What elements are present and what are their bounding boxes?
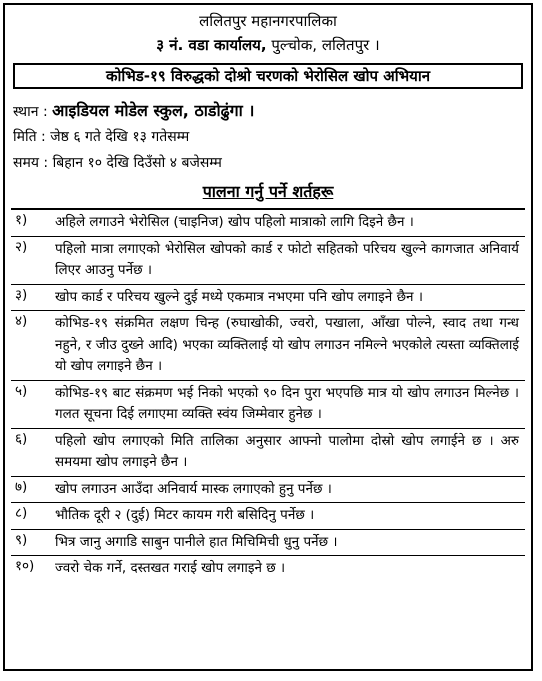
condition-item — [11, 210, 525, 237]
condition-text: ज्वरो चेक गर्ने, दस्तखत गराई खोप लगाइने छ । — [55, 560, 286, 576]
condition-number: ८) — [15, 505, 28, 521]
condition-text: अहिले लगाउने भेरोसिल (चाइनिज) खोप पहिलो मात्राको लागि दिइने छैन । — [55, 214, 414, 230]
date-label: मिति : — [13, 129, 46, 145]
condition-item — [11, 237, 525, 285]
condition-item — [11, 477, 525, 504]
condition-text: कोभिड-१९ संक्रमित लक्षण चिन्ह (रुघाखोकी, ज्वरो, पखाला, आँखा पोल्ने, स्वाद तथा गन्ध नहुने, र जीउ दुख्ने आदि) भएका व्यक्तिलाई यो खोप लगाउन नमिल्ने भएकोले त्यस्ता व्यक्तिलाई यो खोप लगाइने छैन । — [55, 315, 519, 374]
condition-text: कोभिड-१९ बाट संक्रमण भई निको भएको ९० दिन पुरा भएपछि मात्र यो खोप लगाउन मिल्नेछ । गलत सूचना दिई लगाएमा व्यक्ति स्वंय जिम्मेवार हुनेछ । — [55, 384, 519, 422]
place-row — [13, 99, 254, 121]
condition-number: ५) — [15, 382, 28, 399]
conditions-heading: पालना गर्नु पर्ने शर्तहरू — [202, 182, 334, 201]
condition-number: ७) — [15, 478, 28, 495]
condition-item — [11, 503, 525, 530]
condition-text: भौतिक दूरी २ (दुई) मिटर कायम गरी बसिदिनु पर्नेछ । — [55, 507, 315, 523]
condition-item — [11, 381, 525, 429]
place-label: स्थान : — [13, 104, 48, 120]
vaccination-notice — [3, 3, 533, 671]
conditions-list — [11, 208, 525, 582]
condition-item — [11, 285, 525, 312]
date-row — [13, 127, 189, 146]
ward-office-location: पुल्चोक, ललितपुर । — [266, 36, 380, 54]
condition-item — [11, 311, 525, 381]
time-row — [13, 153, 222, 172]
condition-text: पहिलो खोप लगाएको मिति तालिका अनुसार आफ्नो पालोमा दोस्रो खोप लगाईने छ । अरु समयमा खोप लगाइने छैन । — [55, 432, 519, 470]
condition-text: खोप कार्ड र परिचय खुल्ने दुई मध्ये एकमात्र नभएमा पनि खोप लगाइने छैन । — [55, 288, 423, 305]
condition-item — [11, 556, 525, 582]
campaign-banner: कोभिड-१९ विरुद्धको दोश्रो चरणको भेरोसिल खोप अभियान — [13, 63, 523, 89]
condition-text: पहिलो मात्रा लगाएको भेरोसिल खोपको कार्ड र फोटो सहितको परिचय खुल्ने कागजात अनिवार्य लिएर आउनु पर्नेछ । — [55, 240, 519, 278]
condition-number: ६) — [15, 430, 28, 447]
time-label: समय : — [13, 155, 49, 171]
condition-number: १) — [15, 212, 28, 228]
condition-item — [11, 429, 525, 477]
organization-name: ललितपुर महानगरपालिका — [199, 12, 337, 30]
condition-number: २) — [15, 238, 28, 255]
condition-item — [11, 530, 525, 557]
date-value: जेष्ठ ६ गते देखि १३ गतेसम्म — [50, 129, 190, 145]
condition-number: ३) — [15, 286, 28, 303]
condition-number: १०) — [15, 558, 35, 574]
condition-text: खोप लगाउन आउँदा अनिवार्य मास्क लगाएको हुनु पर्नेछ । — [55, 480, 332, 497]
condition-text: भित्र जानु अगाडि साबुन पानीले हात मिचिमिची धुनु पर्नेछ । — [55, 533, 338, 550]
condition-number: ४) — [15, 313, 28, 329]
place-value: आइडियल मोडेल स्कुल, ठाडोढुंगा । — [52, 101, 255, 120]
ward-office-line — [5, 35, 531, 55]
ward-office-name: ३ नं. वडा कार्यालय, — [156, 36, 267, 54]
condition-number: ९) — [15, 531, 28, 548]
time-value: बिहान १० देखि दिउँसो ४ बजेसम्म — [52, 155, 222, 171]
